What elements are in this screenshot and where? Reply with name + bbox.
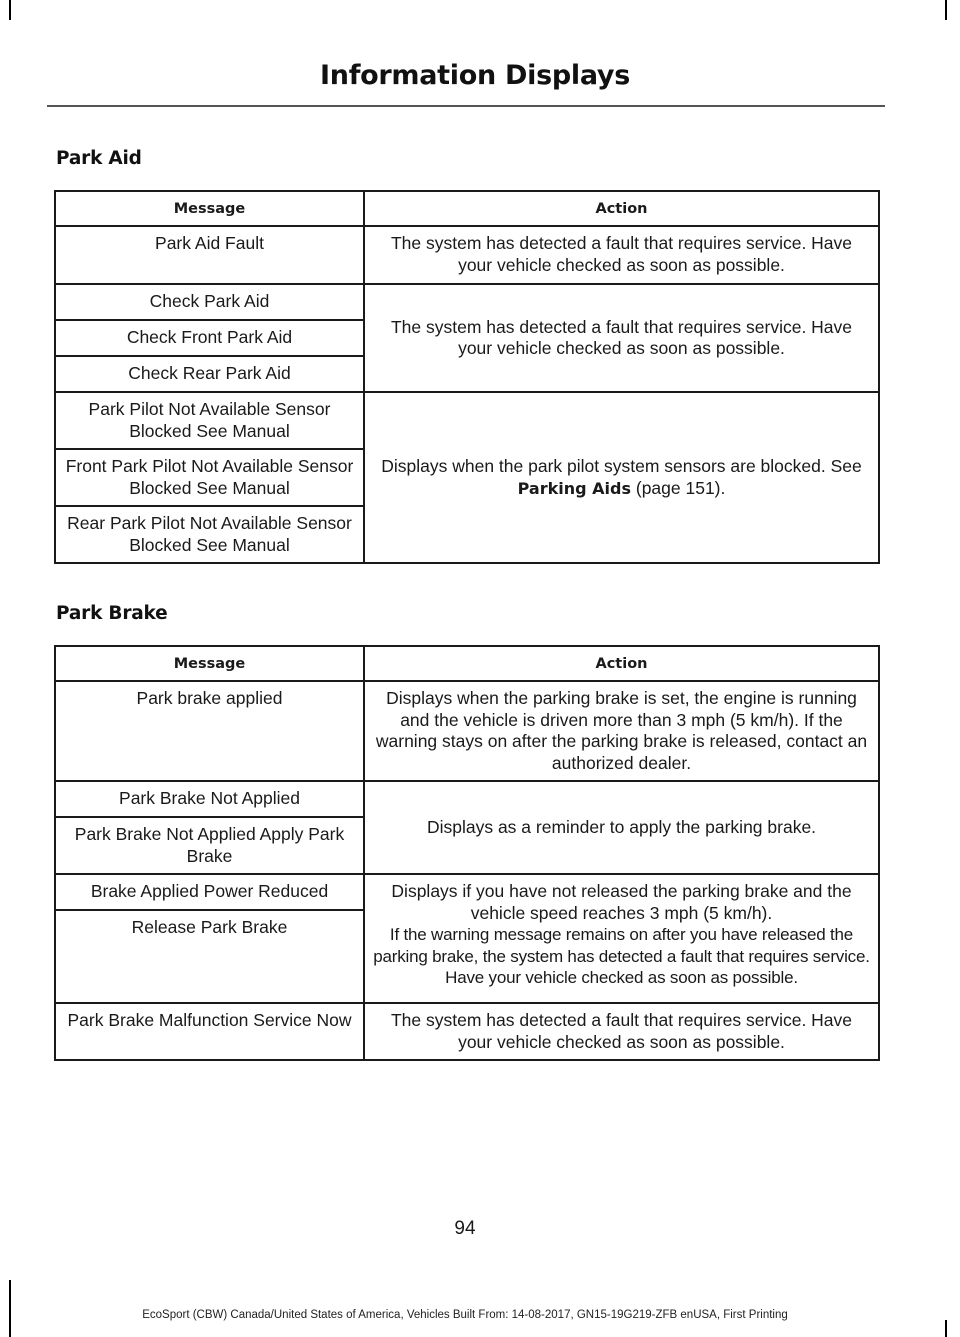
message-cell: Check Rear Park Aid [55,356,364,392]
park-aid-table [54,190,880,564]
message-cell: Check Front Park Aid [55,320,364,356]
message-cell: Park brake applied [55,681,364,781]
message-cell: Park Brake Not Applied [55,781,364,817]
action-cell [364,874,879,1003]
table-row [55,681,879,781]
column-header-message: Message [55,646,364,681]
action-cell: The system has detected a fault that requires service. Have your vehicle checked as soon as possible. [364,226,879,284]
table-header-row [55,191,879,226]
message-cell: Park Aid Fault [55,226,364,284]
message-cell: Front Park Pilot Not Available Sensor Blocked See Manual [55,449,364,506]
crop-mark-top-left [9,0,11,20]
page-header-title: Information Displays [320,60,630,91]
section-title-park-brake: Park Brake [56,603,168,624]
table-row [55,874,879,910]
action-cell [364,392,879,563]
table-row [55,1003,879,1060]
crop-mark-bottom-right [945,1320,947,1337]
table-row [55,284,879,320]
message-cell: Rear Park Pilot Not Available Sensor Blocked See Manual [55,506,364,563]
table-header-row [55,646,879,681]
page-reference-text: (page 151). [631,477,726,498]
action-text: If the warning message remains on after you have released the parking brake, the system has detected a fault that requires service. Have your vehicle checked as soon as possible. [373,925,870,987]
table-row [55,392,879,449]
message-cell: Park Pilot Not Available Sensor Blocked See Manual [55,392,364,449]
action-cell: The system has detected a fault that requires service. Have your vehicle checked as soon as possible. [364,284,879,392]
message-cell: Release Park Brake [55,910,364,1003]
table-row [55,226,879,284]
park-brake-table [54,645,880,1061]
column-header-action: Action [364,191,879,226]
message-cell: Check Park Aid [55,284,364,320]
message-cell: Park Brake Not Applied Apply Park Brake [55,817,364,874]
action-cell: The system has detected a fault that requires service. Have your vehicle checked as soon as possible. [364,1003,879,1060]
message-cell: Park Brake Malfunction Service Now [55,1003,364,1060]
action-text: Displays when the park pilot system sensors are blocked. See [381,456,862,476]
crop-mark-top-right [945,0,947,20]
action-cell: Displays when the parking brake is set, the engine is running and the vehicle is driven more than 3 mph (5 km/h). If the warning stays on after the parking brake is released, contact an authorized dealer. [364,681,879,781]
action-cell: Displays as a reminder to apply the parking brake. [364,781,879,874]
section-title-park-aid: Park Aid [56,148,142,169]
table-row [55,781,879,817]
parking-aids-reference-link[interactable]: Parking Aids [517,478,631,498]
column-header-action: Action [364,646,879,681]
page-number: 94 [454,1218,476,1239]
page-footer: EcoSport (CBW) Canada/United States of America, Vehicles Built From: 14-08-2017, GN15-19G219-ZFB enUSA, First Printing [142,1309,788,1321]
column-header-message: Message [55,191,364,226]
message-cell: Brake Applied Power Reduced [55,874,364,910]
action-text: Displays if you have not released the parking brake and the vehicle speed reaches 3 mph (5 km/h). [391,881,852,923]
header-rule [47,105,885,107]
